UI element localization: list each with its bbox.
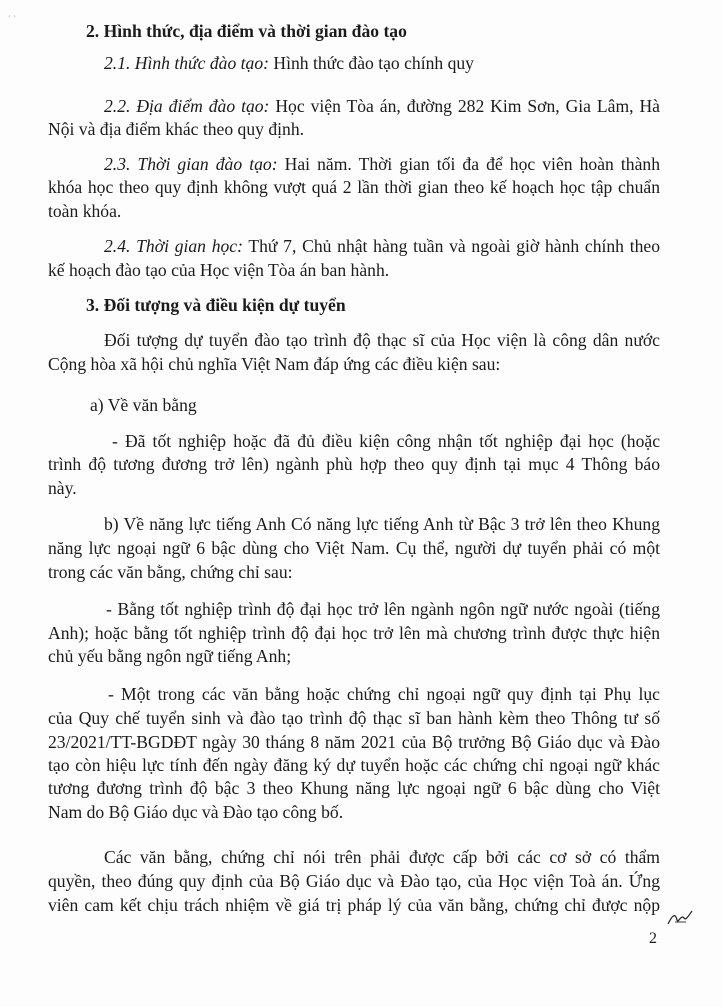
item-2-2-line1	[104, 95, 660, 117]
item-2-3-line1	[104, 153, 660, 175]
item-2-3-line3: toàn khóa.	[48, 201, 122, 221]
condition-b-item2-line6: Nam do Bộ Giáo dục và Đào tạo công bố.	[48, 802, 344, 822]
section-2-heading: 2. Hình thức, địa điểm và thời gian đào tạo	[86, 21, 407, 41]
condition-b-item1-line3: chủ yếu bằng ngôn ngữ tiếng Anh;	[48, 646, 292, 666]
initial-signature-mark	[666, 906, 694, 928]
closing-line2: quyền, theo đúng quy định của Bộ Giáo dục và Đào tạo, của Học viện Toà án. Ứng	[48, 871, 660, 891]
item-2-3-label: 2.3. Thời gian đào tạo:	[104, 154, 278, 174]
item-2-4-label: 2.4. Thời gian học:	[104, 236, 243, 256]
condition-b-item2-line5: tương đương trình độ bậc 3 theo Khung năng lực ngoại ngữ 6 bậc dùng cho Việt	[48, 778, 660, 798]
closing-line1: Các văn bằng, chứng chỉ nói trên phải được cấp bởi các cơ sở có thẩm	[104, 847, 660, 867]
condition-b-line3: trong các văn bằng, chứng chỉ sau:	[48, 562, 293, 582]
closing-line3: viên cam kết chịu trách nhiệm về giá trị pháp lý của văn bằng, chứng chỉ được nộp	[48, 895, 660, 915]
condition-b-item1-line2: Anh); hoặc bằng tốt nghiệp trình độ đại học trở lên mà chương trình được thực hiện	[48, 623, 660, 643]
condition-b-item2-line1: - Một trong các văn bằng hoặc chứng chỉ ngoại ngữ quy định tại Phụ lục	[108, 684, 660, 704]
item-2-2-text: Học viện Tòa án, đường 282 Kim Sơn, Gia Lâm, Hà	[269, 96, 660, 116]
condition-a-line3: này.	[48, 478, 77, 498]
condition-a-line1: - Đã tốt nghiệp hoặc đã đủ điều kiện công nhận tốt nghiệp đại học (hoặc	[112, 431, 660, 451]
item-2-2-label: 2.2. Địa điểm đào tạo:	[104, 96, 270, 116]
item-2-1-text: Hình thức đào tạo chính quy	[269, 53, 474, 73]
condition-b-item2-line3: 23/2021/TT-BGDĐT ngày 30 tháng 8 năm 2021 của Bộ trưởng Bộ Giáo dục và Đào	[48, 732, 660, 752]
item-2-4-text: Thứ 7, Chủ nhật hàng tuần và ngoài giờ hành chính theo	[242, 236, 660, 256]
item-2-2-line2: Nội và địa điểm khác theo quy định.	[48, 119, 305, 139]
intro-line1: Đối tượng dự tuyển đào tạo trình độ thạc sĩ của Học viện là công dân nước	[104, 330, 660, 350]
section-3-heading: 3. Đối tượng và điều kiện dự tuyển	[86, 295, 346, 315]
intro-line2: Cộng hòa xã hội chủ nghĩa Việt Nam đáp ứng các điều kiện sau:	[48, 354, 501, 374]
condition-a-label: a) Về văn bằng	[90, 395, 197, 415]
scan-speck: ˊ ˋ	[8, 14, 17, 24]
condition-b-line1: b) Về năng lực tiếng Anh Có năng lực tiếng Anh từ Bậc 3 trở lên theo Khung	[104, 514, 660, 534]
page-number: 2	[649, 930, 657, 947]
item-2-4-line2: kế hoạch đào tạo của Học viện Tòa án ban hành.	[48, 260, 390, 280]
item-2-4-line1	[104, 235, 660, 257]
item-2-3-line2: khóa học theo quy định không vượt quá 2 lần thời gian theo kế hoạch học tập chuẩn	[48, 177, 660, 197]
item-2-1	[104, 52, 474, 74]
condition-b-item1-line1: - Bằng tốt nghiệp trình độ đại học trở lên ngành ngôn ngữ nước ngoài (tiếng	[106, 599, 660, 619]
condition-b-item2-line4: tạo còn hiệu lực tính đến ngày đăng ký dự tuyển hoặc các chứng chỉ ngoại ngữ khác	[48, 755, 660, 775]
item-2-3-text: Hai năm. Thời gian tối đa để học viên hoàn thành	[277, 154, 660, 174]
item-2-1-label: 2.1. Hình thức đào tạo:	[104, 53, 269, 73]
condition-b-item2-line2: của Quy chế tuyển sinh và đào tạo trình độ thạc sĩ ban hành kèm theo Thông tư số	[48, 708, 660, 728]
condition-b-line2: năng lực ngoại ngữ 6 bậc dùng cho Việt Nam. Cụ thể, người dự tuyển phải có một	[48, 538, 660, 558]
condition-a-line2: trình độ tương đương trở lên) ngành phù hợp theo quy định tại mục 4 Thông báo	[48, 454, 660, 474]
